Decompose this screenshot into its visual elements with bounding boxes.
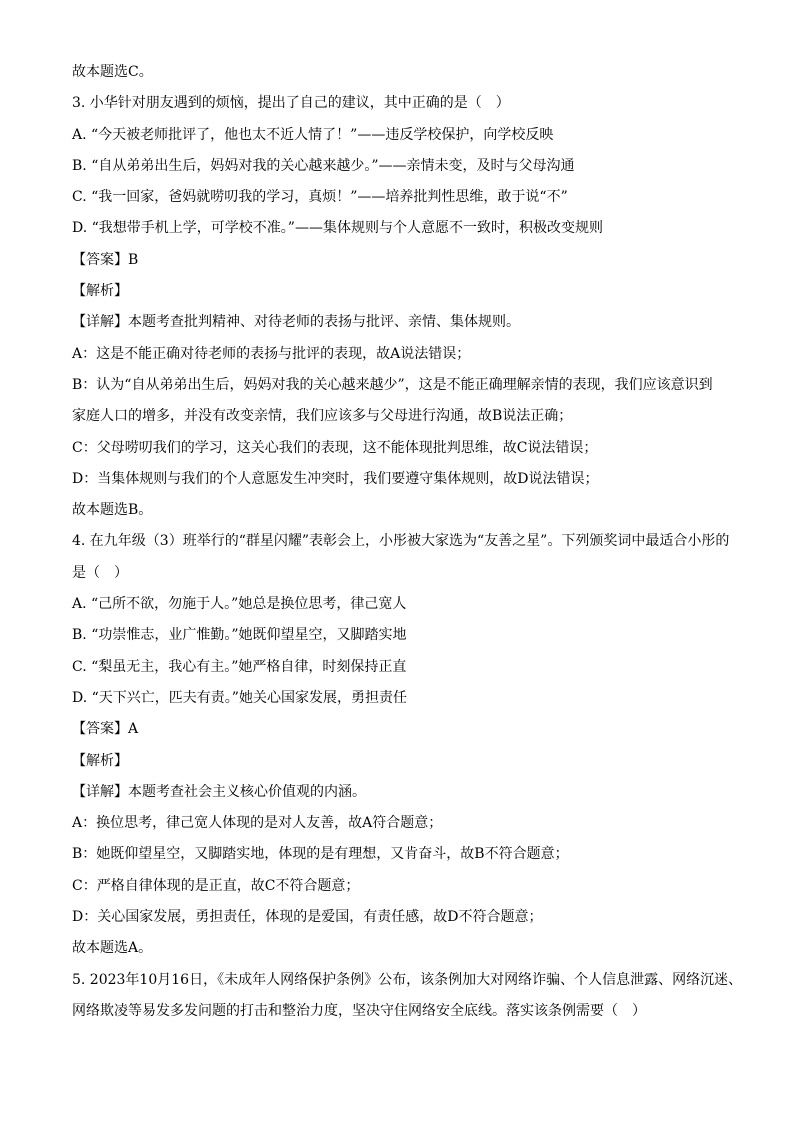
document-page (72, 62, 743, 1032)
answer-label: 【答案】A (72, 721, 139, 738)
question-5-stem-cont: 网络欺凌等易发多发问题的打击和整治力度，坚决守住网络安全底线。落实该条例需要（ ） (72, 1002, 646, 1019)
detail-text: 【详解】本题考查社会主义核心价值观的内涵。 (72, 783, 366, 800)
question-3-stem: 3. 小华针对朋友遇到的烦恼，提出了自己的建议，其中正确的是（ ） (72, 95, 510, 112)
text-line: 故本题选B。 (72, 502, 153, 519)
detail-text: 家庭人口的增多，并没有改变亲情，我们应该多与父母进行沟通，故B说法正确； (72, 408, 573, 425)
question-4-stem: 4. 在九年级（3）班举行的“群星闪耀”表彰会上，小彤被大家选为“友善之星”。下列颁奖词中最适合小彤的 (72, 533, 730, 550)
text-line: 故本题选C。 (72, 64, 153, 80)
detail-text: D：当集体规则与我们的个人意愿发生冲突时，我们要遵守集体规则，故D说法错误； (72, 470, 599, 487)
option-b: B. “功崇惟志，业广惟勤。”她既仰望星空，又脚踏实地 (72, 627, 407, 644)
detail-text: C：严格自律体现的是正直，故C不符合题意； (72, 877, 360, 894)
option-a: A. “己所不欲，勿施于人。”她总是换位思考，律己宽人 (72, 596, 407, 613)
detail-text: B：认为“自从弟弟出生后，妈妈对我的关心越来越少”，这是不能正确理解亲情的表现，我们应该意识到 (72, 376, 713, 393)
detail-text: A：换位思考，律己宽人体现的是对人友善，故A符合题意； (72, 815, 443, 832)
answer-label: 【答案】B (72, 251, 139, 268)
detail-text: 【详解】本题考查批判精神、对待老师的表扬与批评、亲情、集体规则。 (72, 314, 520, 331)
question-5-stem: 5. 2023年10月16日，《未成年人网络保护条例》公布，该条例加大对网络诈骗、个人信息泄露、网络沉迷、 (72, 971, 743, 988)
option-a: A. “今天被老师批评了，他也太不近人情了！”——违反学校保护，向学校反映 (72, 126, 554, 143)
option-d: D. “天下兴亡，匹夫有责。”她关心国家发展，勇担责任 (72, 689, 407, 706)
detail-text: A：这是不能正确对待老师的表扬与批评的表现，故A说法错误； (72, 345, 471, 362)
detail-text: C：父母唠叨我们的学习，这关心我们的表现，这不能体现批判思维，故C说法错误； (72, 439, 598, 456)
option-b: B. “自从弟弟出生后，妈妈对我的关心越来越少。”——亲情未变，及时与父母沟通 (72, 157, 575, 174)
option-d: D. “我想带手机上学，可学校不准。”——集体规则与个人意愿不一致时，积极改变规则 (72, 220, 603, 237)
analysis-label: 【解析】 (72, 752, 128, 769)
detail-text: B：她既仰望星空，又脚踏实地，体现的是有理想，又肯奋斗，故B不符合题意； (72, 846, 569, 863)
analysis-label: 【解析】 (72, 283, 128, 300)
text-line: 故本题选A。 (72, 940, 153, 957)
question-4-stem-cont: 是（ ） (72, 564, 128, 581)
detail-text: D：关心国家发展，勇担责任，体现的是爱国，有责任感，故D不符合题意； (72, 909, 543, 926)
option-c: C. “梨虽无主，我心有主。”她严格自律，时刻保持正直 (72, 658, 407, 675)
option-c: C. “我一回家，爸妈就唠叨我的学习，真烦！”——培养批判性思维，敢于说“不” (72, 189, 568, 206)
